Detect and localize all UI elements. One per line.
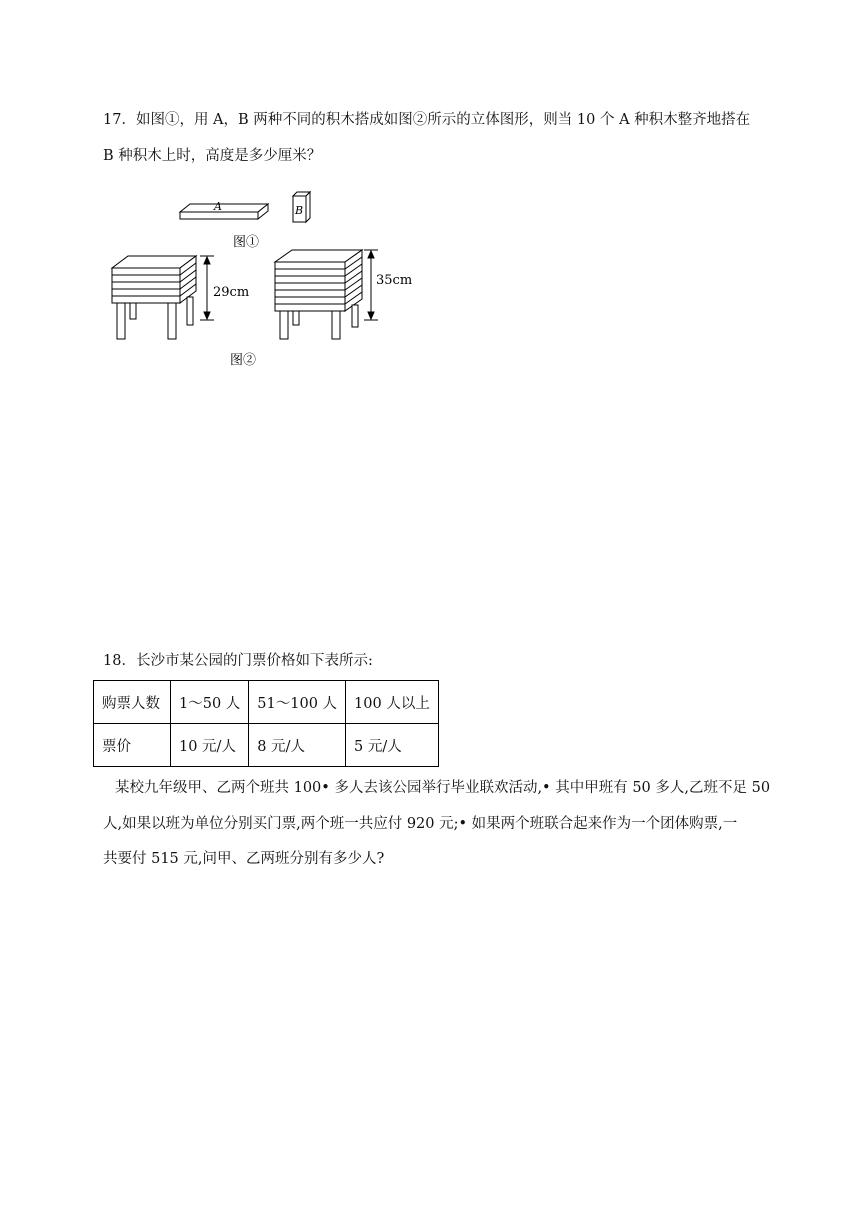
ticket-price-table — [93, 680, 439, 767]
height-label-left: 29cm — [213, 285, 250, 300]
block-b-label: B — [294, 204, 304, 217]
height-label-right: 35cm — [376, 273, 413, 288]
table-cell: 51～100 人 — [249, 681, 346, 724]
dimension-arrow-left — [200, 256, 214, 320]
stack-left-drawing — [112, 256, 196, 339]
q17-text-line1: 17．如图①，用 A，B 两种不同的积木搭成如图②所示的立体图形，则当 10 个 A 种积木整齐地搭在 — [103, 112, 751, 128]
table-cell: 票价 — [94, 724, 171, 767]
figure1-caption: 图① — [232, 235, 260, 250]
table-row — [94, 681, 439, 724]
table-cell: 1～50 人 — [171, 681, 249, 724]
block-a-label: A — [214, 200, 222, 213]
table-row — [94, 724, 439, 767]
q17-figure — [100, 180, 430, 375]
q17-text-line2: B 种积木上时，高度是多少厘米？ — [103, 148, 322, 164]
table-cell: 8 元/人 — [249, 724, 346, 767]
q18-paragraph-line2: 人,如果以班为单位分别买门票,两个班一共应付 920 元;• 如果两个班联合起来作为一个团体购票,一 — [103, 816, 738, 832]
stack-right-drawing — [275, 250, 362, 339]
table-cell: 购票人数 — [94, 681, 171, 724]
q18-paragraph-line3: 共要付 515 元,问甲、乙两班分别有多少人? — [103, 851, 385, 867]
figure2-caption: 图② — [229, 353, 257, 368]
q18-intro: 18．长沙市某公园的门票价格如下表所示: — [103, 653, 373, 669]
block-a-drawing — [180, 204, 268, 219]
table-cell: 100 人以上 — [346, 681, 439, 724]
table-cell: 5 元/人 — [346, 724, 439, 767]
q18-paragraph-line1: 某校九年级甲、乙两个班共 100• 多人去该公园举行毕业联欢活动,• 其中甲班有 50 多人,乙班不足 50 — [115, 780, 771, 796]
table-cell: 10 元/人 — [171, 724, 249, 767]
